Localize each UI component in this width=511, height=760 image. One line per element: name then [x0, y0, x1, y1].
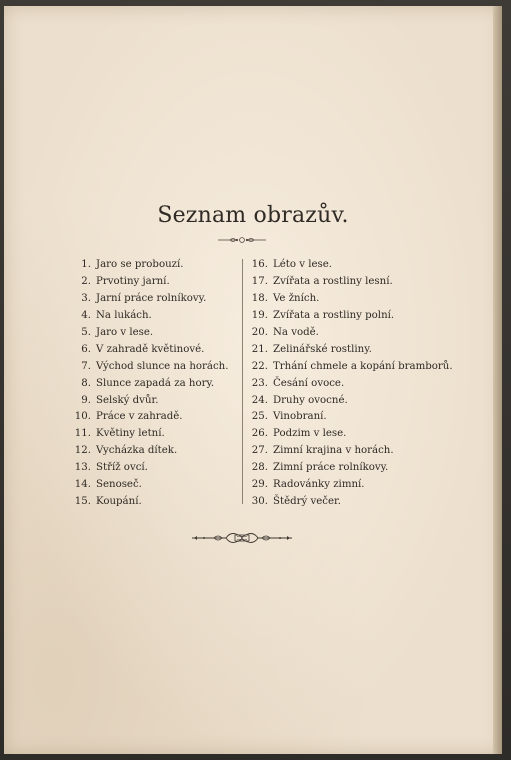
item-title: Na lukách. — [96, 309, 152, 321]
list-item — [4, 291, 236, 308]
item-number: 13. — [74, 462, 91, 474]
item-number: 20. — [251, 326, 268, 338]
item-number: 14. — [74, 479, 91, 491]
item-number: 6. — [81, 343, 91, 355]
page-edge — [493, 6, 502, 754]
item-number: 1. — [81, 259, 91, 270]
list-item — [251, 342, 491, 359]
item-title: Česání ovoce. — [273, 377, 345, 389]
item-number: 7. — [81, 360, 91, 372]
list-item — [4, 274, 236, 291]
item-title: Vinobraní. — [273, 411, 327, 423]
list-item — [4, 443, 236, 460]
list-item — [251, 257, 491, 274]
item-title: Práce v zahradě. — [96, 411, 183, 423]
item-number: 9. — [81, 394, 91, 406]
list-item — [251, 393, 491, 410]
contents-list-right — [251, 257, 491, 511]
item-title: Zvířata a rostliny polní. — [273, 309, 395, 321]
list-item — [4, 409, 236, 426]
list-item — [4, 325, 236, 342]
list-item — [4, 477, 236, 494]
list-item — [251, 477, 491, 494]
item-number: 2. — [81, 275, 91, 287]
list-item — [251, 359, 491, 376]
item-title: Selský dvůr. — [96, 394, 159, 406]
item-title: Jaro se probouzí. — [96, 259, 184, 270]
item-title: Vycházka dítek. — [96, 445, 178, 457]
item-title: Východ slunce na horách. — [96, 360, 229, 372]
list-item — [251, 308, 491, 325]
item-number: 12. — [74, 445, 91, 457]
item-title: Zimní práce rolníkovy. — [273, 462, 389, 474]
item-number: 22. — [251, 360, 268, 372]
list-item — [4, 460, 236, 477]
item-number: 8. — [81, 377, 91, 389]
list-item — [251, 409, 491, 426]
item-title: Druhy ovocné. — [273, 394, 348, 406]
item-title: Květiny letní. — [96, 428, 165, 440]
list-item — [4, 308, 236, 325]
item-number: 28. — [251, 462, 268, 474]
item-number: 4. — [81, 309, 91, 321]
item-number: 3. — [81, 292, 91, 304]
item-number: 19. — [251, 309, 268, 321]
item-title: Senoseč. — [96, 479, 142, 491]
item-title: Stříž ovcí. — [96, 462, 148, 474]
item-title: Koupání. — [96, 496, 142, 508]
item-number: 27. — [251, 445, 268, 457]
item-number: 30. — [251, 496, 268, 508]
item-title: Štědrý večer. — [273, 496, 341, 508]
item-number: 24. — [251, 394, 268, 406]
list-item — [4, 426, 236, 443]
page-title: Seznam obrazův. — [157, 203, 349, 228]
list-item — [251, 325, 491, 342]
list-item — [251, 291, 491, 308]
item-title: Prvotiny jarní. — [96, 275, 170, 287]
list-item — [251, 460, 491, 477]
list-item — [251, 376, 491, 393]
list-item — [4, 257, 236, 274]
item-title: V zahradě květinové. — [96, 343, 205, 355]
list-item — [251, 426, 491, 443]
item-title: Slunce zapadá za hory. — [96, 377, 215, 389]
item-title: Ve žních. — [273, 292, 320, 304]
ornament-top-icon — [216, 235, 268, 245]
list-item — [4, 393, 236, 410]
item-number: 23. — [251, 377, 268, 389]
item-title: Zimní krajina v horách. — [273, 445, 394, 457]
ornament-bottom-icon — [190, 530, 294, 546]
item-number: 15. — [74, 496, 91, 508]
item-title: Zvířata a rostliny lesní. — [273, 275, 393, 287]
item-title: Na vodě. — [273, 326, 319, 338]
item-number: 5. — [81, 326, 91, 338]
item-number: 10. — [74, 411, 91, 423]
item-title: Podzim v lese. — [273, 428, 347, 440]
list-item — [4, 342, 236, 359]
list-item — [251, 443, 491, 460]
item-title: Radovánky zimní. — [273, 479, 365, 491]
item-number: 16. — [251, 259, 268, 270]
item-title: Trhání chmele a kopání bramborů. — [273, 360, 453, 372]
item-number: 21. — [251, 343, 268, 355]
list-item — [251, 274, 491, 291]
item-title: Jarní práce rolníkovy. — [96, 292, 207, 304]
list-item — [4, 359, 236, 376]
item-number: 29. — [251, 479, 268, 491]
column-divider — [242, 259, 243, 504]
item-number: 11. — [74, 428, 91, 440]
item-number: 26. — [251, 428, 268, 440]
list-item — [4, 376, 236, 393]
item-title: Léto v lese. — [273, 259, 333, 270]
list-item — [251, 494, 491, 511]
book-page — [4, 6, 502, 754]
item-title: Zelinářské rostliny. — [273, 343, 372, 355]
contents-list-left — [4, 257, 236, 511]
item-number: 17. — [251, 275, 268, 287]
item-number: 18. — [251, 292, 268, 304]
list-item — [4, 494, 236, 511]
item-title: Jaro v lese. — [96, 326, 154, 338]
item-number: 25. — [251, 411, 268, 423]
